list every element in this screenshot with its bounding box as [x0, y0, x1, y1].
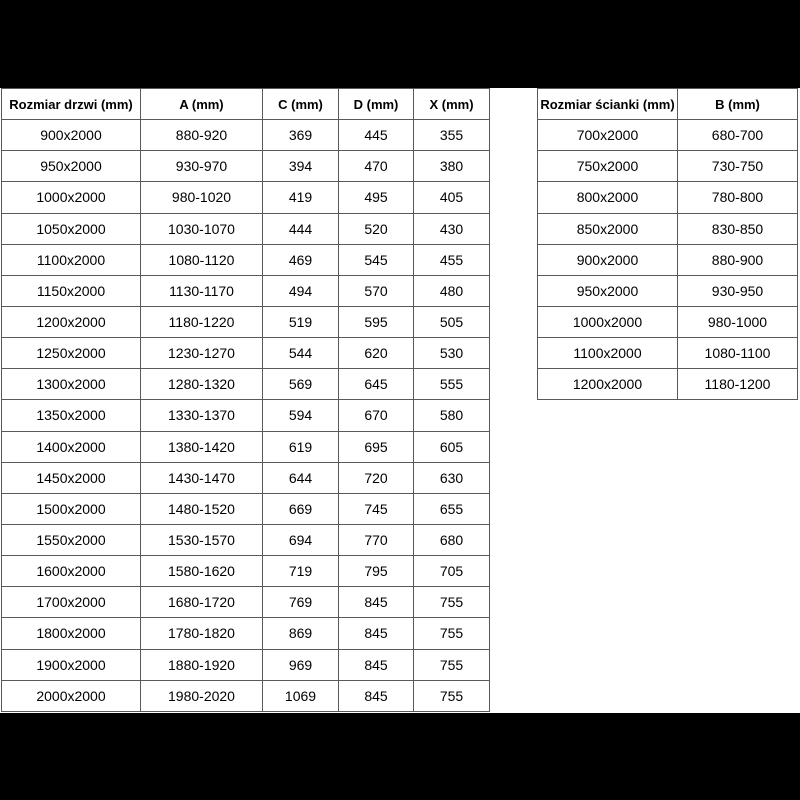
table-cell: 594 [263, 400, 339, 431]
table-row [2, 680, 490, 711]
table-cell: 620 [339, 338, 414, 369]
table-cell: 1580-1620 [141, 556, 263, 587]
table-cell: 545 [339, 244, 414, 275]
table-cell: 669 [263, 493, 339, 524]
table-cell: 1380-1420 [141, 431, 263, 462]
table-cell: 369 [263, 120, 339, 151]
table-cell: 1150x2000 [2, 275, 141, 306]
table-cell: 880-900 [678, 244, 798, 275]
table-cell: 845 [339, 680, 414, 711]
table-cell: 755 [414, 587, 490, 618]
table-cell: 1400x2000 [2, 431, 141, 462]
table-cell: 1550x2000 [2, 524, 141, 555]
table-cell: 1080-1120 [141, 244, 263, 275]
table-row [2, 556, 490, 587]
table-cell: 1200x2000 [538, 369, 678, 400]
table-row [2, 213, 490, 244]
table-cell: 694 [263, 524, 339, 555]
table-cell: 1300x2000 [2, 369, 141, 400]
table-cell: 1250x2000 [2, 338, 141, 369]
table-row [538, 213, 798, 244]
table-cell: 530 [414, 338, 490, 369]
table-row [538, 244, 798, 275]
table-cell: 419 [263, 182, 339, 213]
column-header: Rozmiar ścianki (mm) [538, 89, 678, 120]
table-cell: 655 [414, 493, 490, 524]
table-cell: 980-1020 [141, 182, 263, 213]
table-cell: 1780-1820 [141, 618, 263, 649]
table-cell: 719 [263, 556, 339, 587]
table-cell: 469 [263, 244, 339, 275]
table-row [2, 120, 490, 151]
table-cell: 445 [339, 120, 414, 151]
table-cell: 845 [339, 587, 414, 618]
table-cell: 544 [263, 338, 339, 369]
table-cell: 950x2000 [2, 151, 141, 182]
table-cell: 394 [263, 151, 339, 182]
table-cell: 1880-1920 [141, 649, 263, 680]
table-cell: 980-1000 [678, 306, 798, 337]
table-cell: 520 [339, 213, 414, 244]
table-cell: 850x2000 [538, 213, 678, 244]
table-cell: 900x2000 [2, 120, 141, 151]
table-cell: 1069 [263, 680, 339, 711]
table-cell: 1450x2000 [2, 462, 141, 493]
table-cell: 519 [263, 306, 339, 337]
table-cell: 1050x2000 [2, 213, 141, 244]
column-header: D (mm) [339, 89, 414, 120]
table-cell: 555 [414, 369, 490, 400]
table-cell: 1130-1170 [141, 275, 263, 306]
table-cell: 720 [339, 462, 414, 493]
table-row [2, 244, 490, 275]
table-cell: 505 [414, 306, 490, 337]
table-cell: 1000x2000 [538, 306, 678, 337]
table-row [538, 275, 798, 306]
table-cell: 900x2000 [538, 244, 678, 275]
table-cell: 930-950 [678, 275, 798, 306]
table-cell: 755 [414, 618, 490, 649]
table-cell: 1350x2000 [2, 400, 141, 431]
table-cell: 1080-1100 [678, 338, 798, 369]
table-cell: 619 [263, 431, 339, 462]
table-cell: 1230-1270 [141, 338, 263, 369]
table-cell: 830-850 [678, 213, 798, 244]
table-cell: 644 [263, 462, 339, 493]
table-cell: 1980-2020 [141, 680, 263, 711]
table-cell: 880-920 [141, 120, 263, 151]
table-row [538, 306, 798, 337]
header-row [538, 89, 798, 120]
table-row [538, 151, 798, 182]
table-cell: 680-700 [678, 120, 798, 151]
table-cell: 1480-1520 [141, 493, 263, 524]
table-row [538, 182, 798, 213]
table-cell: 630 [414, 462, 490, 493]
table-cell: 795 [339, 556, 414, 587]
column-header: B (mm) [678, 89, 798, 120]
table-cell: 380 [414, 151, 490, 182]
header-row [2, 89, 490, 120]
table-cell: 495 [339, 182, 414, 213]
table-row [2, 400, 490, 431]
door-size-table [1, 88, 490, 712]
column-header: C (mm) [263, 89, 339, 120]
table-cell: 1800x2000 [2, 618, 141, 649]
table-cell: 580 [414, 400, 490, 431]
table-cell: 2000x2000 [2, 680, 141, 711]
table-cell: 1100x2000 [2, 244, 141, 275]
table-cell: 755 [414, 649, 490, 680]
table-cell: 705 [414, 556, 490, 587]
table-cell: 1430-1470 [141, 462, 263, 493]
table-row [2, 618, 490, 649]
table-cell: 645 [339, 369, 414, 400]
table-cell: 1000x2000 [2, 182, 141, 213]
table-cell: 730-750 [678, 151, 798, 182]
table-cell: 355 [414, 120, 490, 151]
table-cell: 750x2000 [538, 151, 678, 182]
table-cell: 769 [263, 587, 339, 618]
table-cell: 745 [339, 493, 414, 524]
table-cell: 695 [339, 431, 414, 462]
table-row [2, 649, 490, 680]
table-cell: 1600x2000 [2, 556, 141, 587]
table-row [2, 524, 490, 555]
table-cell: 1530-1570 [141, 524, 263, 555]
table-cell: 570 [339, 275, 414, 306]
table-cell: 1680-1720 [141, 587, 263, 618]
table-cell: 1180-1200 [678, 369, 798, 400]
table-cell: 770 [339, 524, 414, 555]
table-cell: 569 [263, 369, 339, 400]
table-cell: 1200x2000 [2, 306, 141, 337]
table-row [2, 151, 490, 182]
table-row [538, 338, 798, 369]
table-cell: 1900x2000 [2, 649, 141, 680]
table-cell: 430 [414, 213, 490, 244]
table-row [2, 587, 490, 618]
table-row [2, 306, 490, 337]
table-row [538, 369, 798, 400]
table-row [2, 338, 490, 369]
table-cell: 494 [263, 275, 339, 306]
table-cell: 930-970 [141, 151, 263, 182]
table-cell: 680 [414, 524, 490, 555]
table-row [2, 462, 490, 493]
table-row [2, 431, 490, 462]
table-cell: 780-800 [678, 182, 798, 213]
table-cell: 605 [414, 431, 490, 462]
column-header: X (mm) [414, 89, 490, 120]
table-cell: 1330-1370 [141, 400, 263, 431]
table-cell: 595 [339, 306, 414, 337]
table-cell: 1280-1320 [141, 369, 263, 400]
table-cell: 405 [414, 182, 490, 213]
content-area [0, 88, 800, 713]
table-row [2, 182, 490, 213]
table-cell: 470 [339, 151, 414, 182]
table-row [2, 369, 490, 400]
wall-size-table [537, 88, 798, 400]
table-cell: 444 [263, 213, 339, 244]
table-cell: 845 [339, 649, 414, 680]
table-cell: 869 [263, 618, 339, 649]
table-row [2, 493, 490, 524]
table-row [538, 120, 798, 151]
table-cell: 1180-1220 [141, 306, 263, 337]
table-cell: 1500x2000 [2, 493, 141, 524]
table-cell: 950x2000 [538, 275, 678, 306]
table-cell: 455 [414, 244, 490, 275]
table-cell: 1700x2000 [2, 587, 141, 618]
table-cell: 800x2000 [538, 182, 678, 213]
column-header: A (mm) [141, 89, 263, 120]
table-row [2, 275, 490, 306]
table-cell: 700x2000 [538, 120, 678, 151]
table-cell: 480 [414, 275, 490, 306]
table-cell: 845 [339, 618, 414, 649]
column-header: Rozmiar drzwi (mm) [2, 89, 141, 120]
table-cell: 969 [263, 649, 339, 680]
table-cell: 755 [414, 680, 490, 711]
table-cell: 1030-1070 [141, 213, 263, 244]
table-cell: 670 [339, 400, 414, 431]
table-cell: 1100x2000 [538, 338, 678, 369]
